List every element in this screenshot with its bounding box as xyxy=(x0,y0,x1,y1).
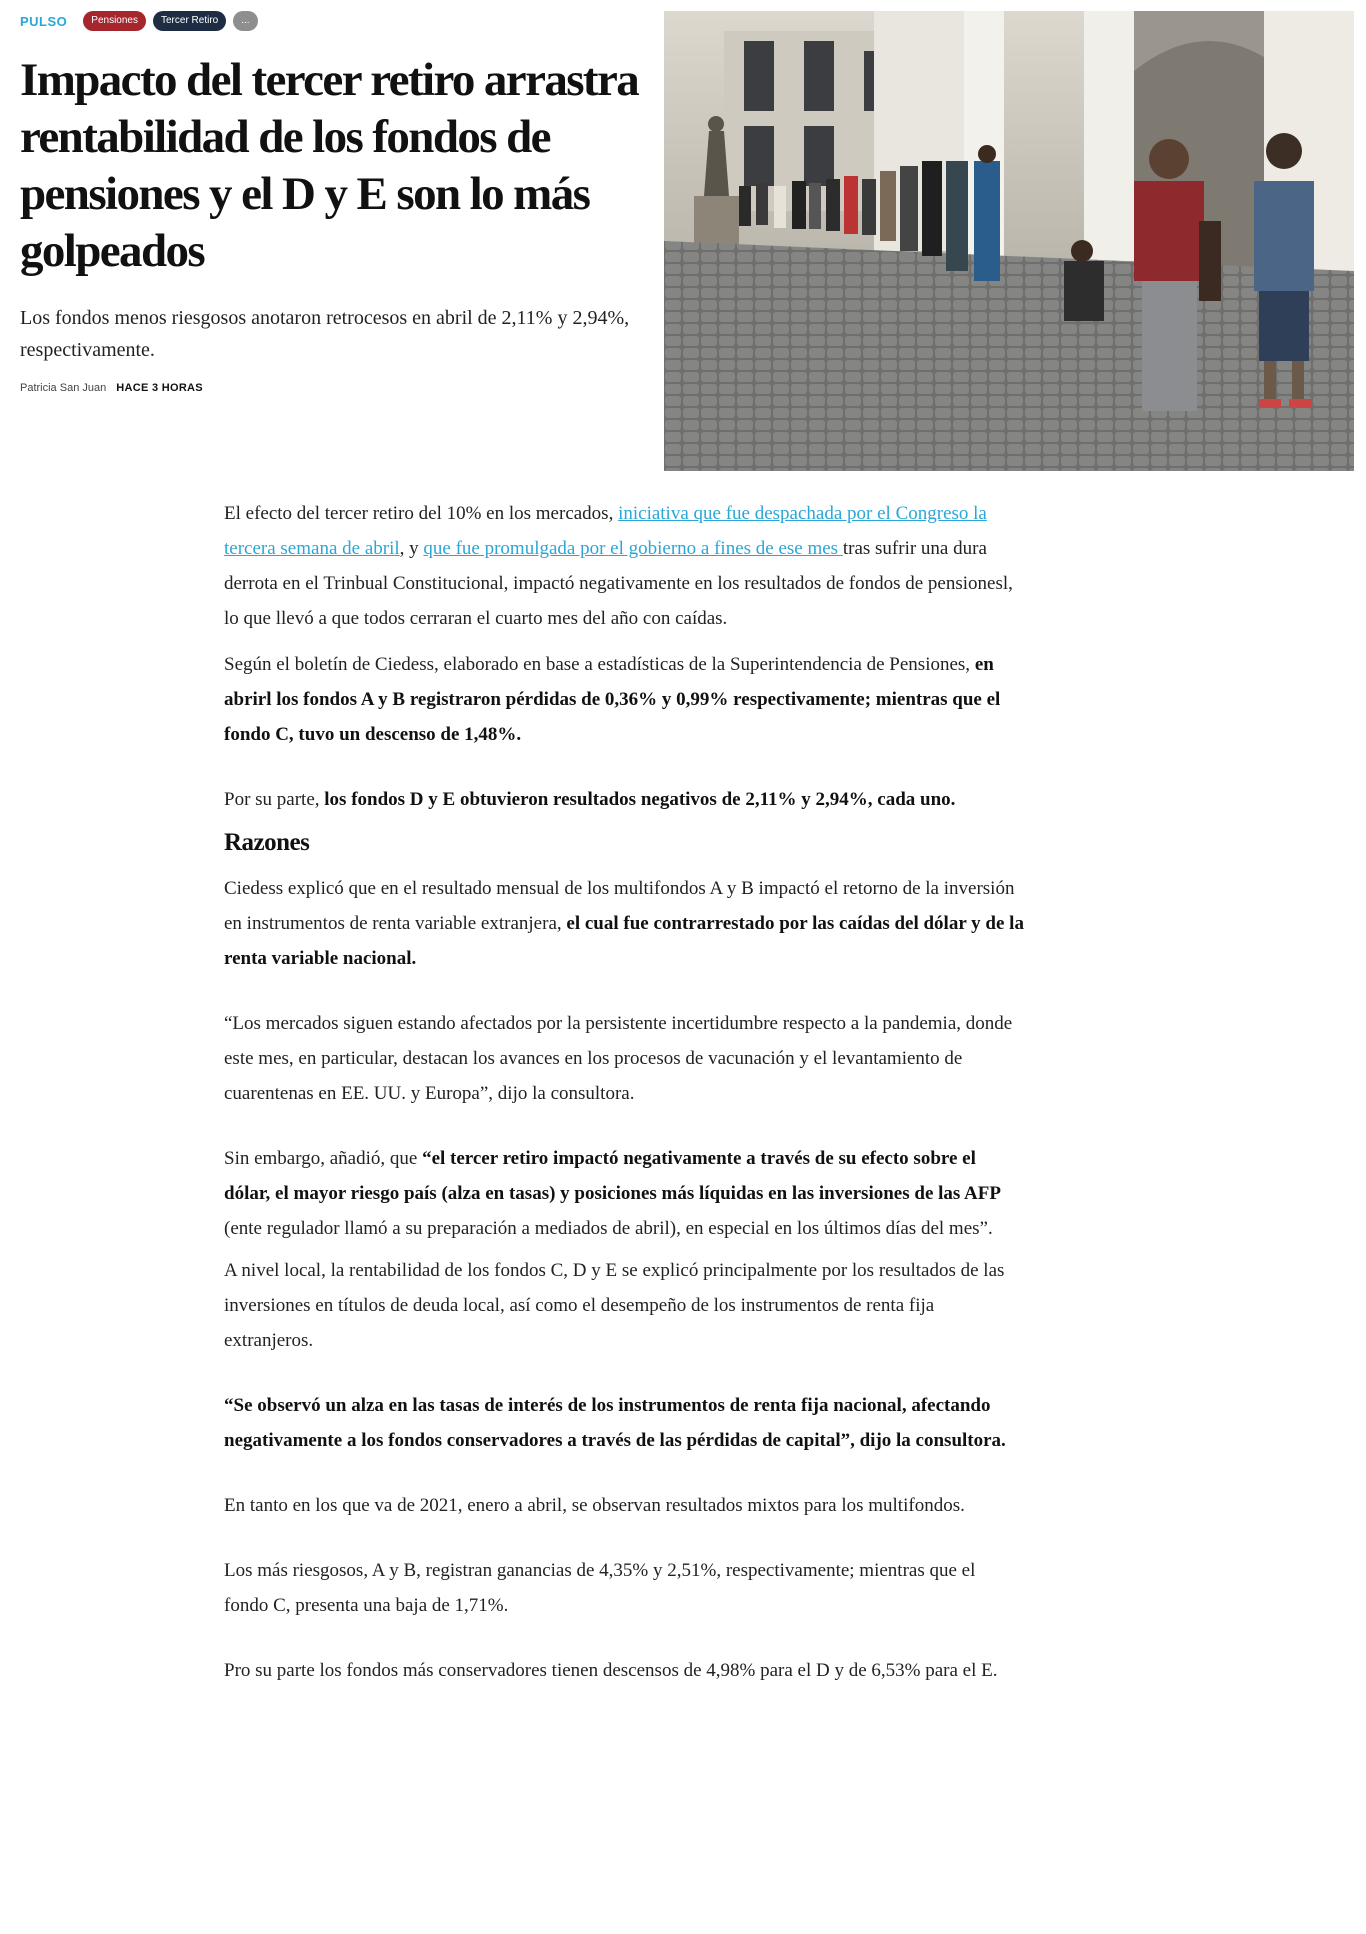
paragraph-text: (ente regulador llamó a su preparación a mediados de abril), en especial en los últimos días del mes”. xyxy=(224,1218,993,1239)
tag-tercer-retiro[interactable]: Tercer Retiro xyxy=(153,11,226,31)
paragraph-text: El efecto del tercer retiro del 10% en los mercados, xyxy=(224,503,619,524)
paragraph-text: Por su parte, xyxy=(224,789,325,810)
paragraph-text: Según el boletín de Ciedess, elaborado en base a estadísticas de la Superintendencia de Pensiones, xyxy=(224,654,975,675)
paragraph-text: Sin embargo, añadió, que xyxy=(224,1148,423,1169)
section-heading-razones: Razones xyxy=(224,829,310,856)
paragraph-text: tras sufrir una dura derrota en el Trinbual Constitucional, impactó negativamente en los resultados de fondos de pensionesl, lo que llevó a que todos cerraran el cuarto mes del año con caídas. xyxy=(224,538,1013,629)
author-name[interactable]: Patricia San Juan xyxy=(20,382,107,394)
paragraph-5: “Los mercados siguen estando afectados por la persistente incertidumbre respecto a la pandemia, donde este mes, en particular, destacan los avances en los procesos de vacunación y el levantamiento de cuarentenas en EE. UU. y Europa”, dijo la consultora. xyxy=(224,1013,1013,1104)
paragraph-8 xyxy=(224,1388,1024,1458)
page-title: Impacto del tercer retiro arrastra rentabilidad de los fondos de pensiones y el D y E son lo más golpeados xyxy=(20,54,639,277)
article-header xyxy=(20,10,650,394)
link-despachada-congreso[interactable]: iniciativa que fue despachada por el Congreso la tercera semana de abril xyxy=(224,503,987,559)
hero-photo xyxy=(664,11,1354,471)
paragraph-bold: “el tercer retiro impactó negativamente a través de su efecto sobre el dólar, el mayor riesgo país (alza en tasas) y posiciones más líquidas en las inversiones de las AFP xyxy=(224,1148,1001,1204)
paragraph-9: En tanto en los que va de 2021, enero a abril, se observan resultados mixtos para los multifondos. xyxy=(224,1495,965,1516)
paragraph-text: , y xyxy=(399,538,424,559)
publish-time: HACE 3 HORAS xyxy=(116,382,203,394)
paragraph-2 xyxy=(224,647,1024,752)
byline xyxy=(20,382,650,394)
paragraph-6 xyxy=(224,1141,1024,1246)
paragraph-bold: “Se observó un alza en las tasas de interés de los instrumentos de renta fija nacional, afectando negativamente a los fondos conservadores a través de las pérdidas de capital”, dijo la consultora. xyxy=(224,1395,1006,1451)
section-link[interactable]: PULSO xyxy=(20,13,68,29)
paragraph-10: Los más riesgosos, A y B, registran ganancias de 4,35% y 2,51%, respectivamente; mientras que el fondo C, presenta una baja de 1,71%. xyxy=(224,1560,976,1616)
tag-pensiones[interactable]: Pensiones xyxy=(83,11,146,31)
paragraph-7: A nivel local, la rentabilidad de los fondos C, D y E se explicó principalmente por los resultados de las inversiones en títulos de deuda local, así como el desempeño de los instrumentos de renta fija extranjeros. xyxy=(224,1260,1005,1351)
tag-bar xyxy=(20,10,650,32)
paragraph-bold: el cual fue contrarrestado por las caídas del dólar y de la renta variable nacional. xyxy=(224,913,1024,969)
paragraph-text: Ciedess explicó que en el resultado mensual de los multifondos A y B impactó el retorno de la inversión en instrumentos de renta variable extranjera, xyxy=(224,878,1015,934)
paragraph-bold: los fondos D y E obtuvieron resultados negativos de 2,11% y 2,94%, cada uno. xyxy=(324,789,956,810)
paragraph-bold: en abrirl los fondos A y B registraron pérdidas de 0,36% y 0,99% respectivamente; mientras que el fondo C, tuvo un descenso de 1,48%. xyxy=(224,654,1001,745)
paragraph-11: Pro su parte los fondos más conservadores tienen descensos de 4,98% para el D y de 6,53% para el E. xyxy=(224,1660,998,1681)
more-tags-button[interactable]: ... xyxy=(233,11,257,31)
article-body xyxy=(224,496,1024,1688)
article-subtitle: Los fondos menos riesgosos anotaron retrocesos en abril de 2,11% y 2,94%, respectivamente. xyxy=(20,307,630,361)
paragraph-1 xyxy=(224,496,1024,636)
paragraph-3 xyxy=(224,782,1024,817)
link-promulgada-gobierno[interactable]: que fue promulgada por el gobierno a fines de ese mes xyxy=(423,538,843,559)
paragraph-4 xyxy=(224,871,1024,976)
